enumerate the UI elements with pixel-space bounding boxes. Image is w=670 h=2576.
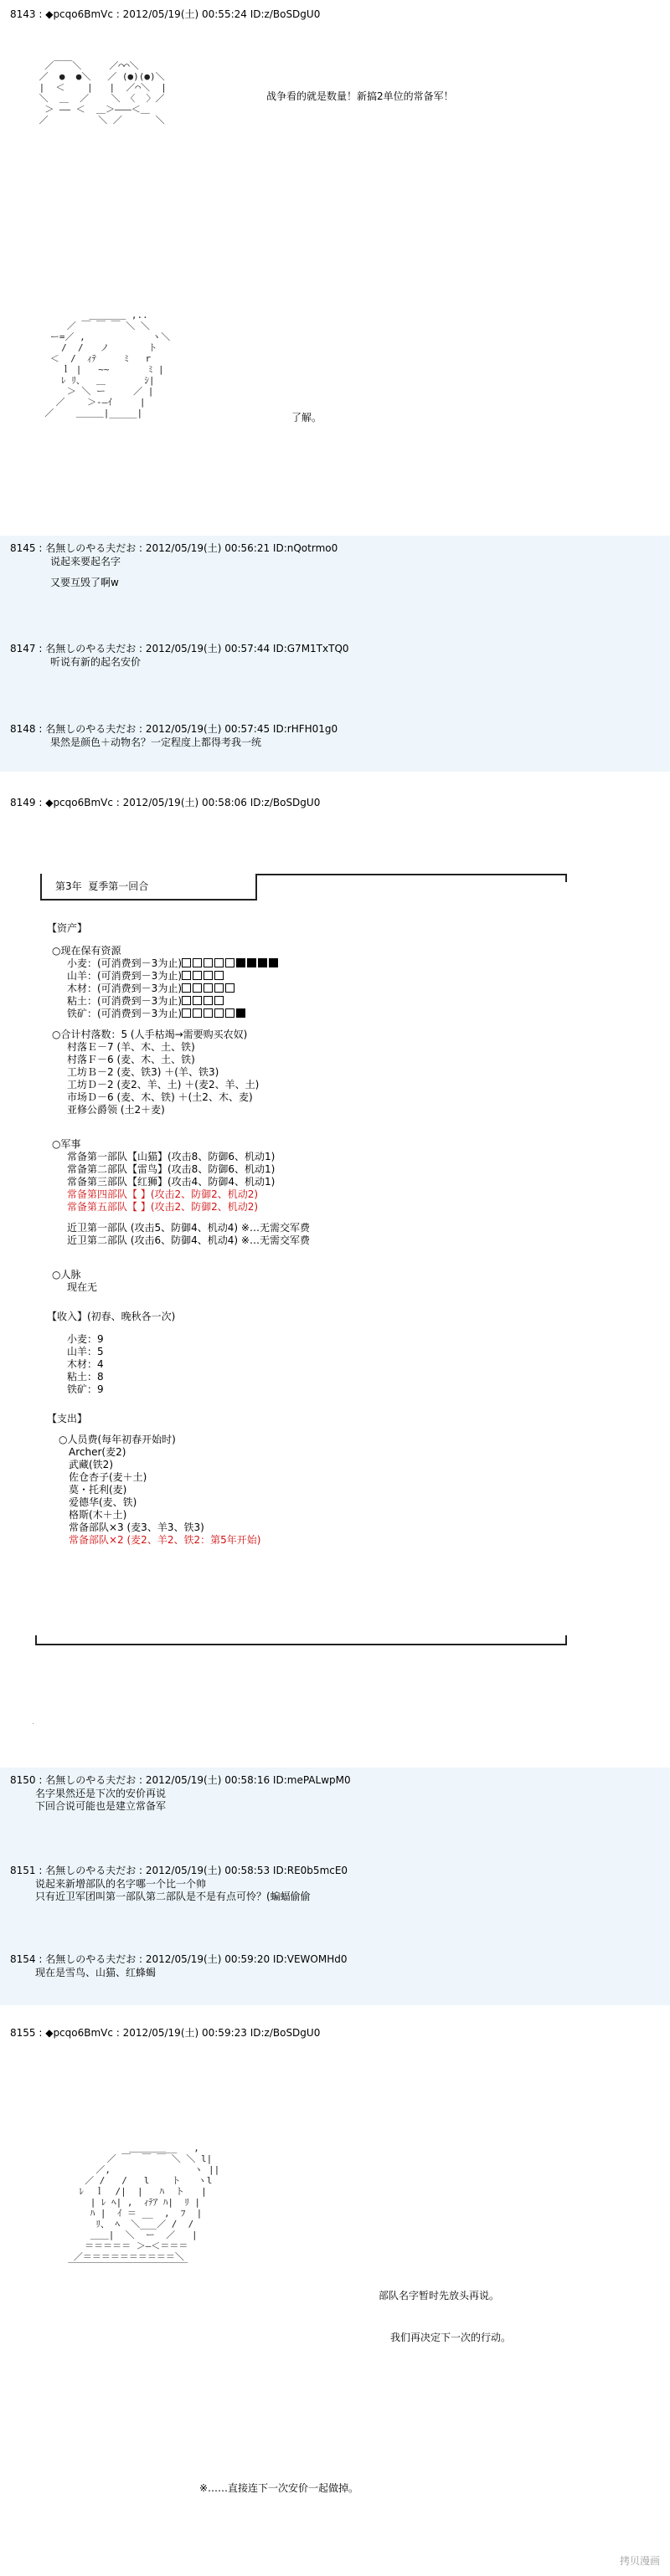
expense-item: Archer(麦2): [69, 1446, 126, 1458]
post-line: [50, 568, 670, 577]
watermark: 拷贝漫画: [619, 2555, 660, 2567]
village-item: 工坊Ｄ－2 (麦2、羊、土) ＋(麦2、羊、土): [67, 1079, 260, 1090]
resource-empty-square: [193, 983, 202, 993]
resource-label: 粘土：(可消费到－3为止): [67, 995, 182, 1007]
assets-title: 【资产】: [47, 922, 88, 934]
resource-row: [67, 1008, 566, 1020]
village-item: 村落Ｅ－7 (羊、木、土、铁): [67, 1041, 195, 1053]
resource-filled-square: [247, 958, 256, 967]
resource-list: [52, 957, 566, 1020]
resource-empty-square: [225, 983, 234, 993]
expense-item: 佐仓杏子(麦＋土): [69, 1471, 147, 1483]
personnel-title: ○人员费(每年初春开始时): [59, 1434, 176, 1445]
post-8148: [0, 713, 670, 772]
resource-empty-square: [214, 971, 224, 980]
resource-empty-square: [193, 996, 202, 1005]
village-item: 市场Ｄ－6 (麦、木、铁) ＋(土2、木、麦): [67, 1091, 253, 1103]
resource-row: [67, 957, 566, 970]
income-item: 粘土：8: [67, 1371, 104, 1383]
resource-empty-square: [204, 971, 213, 980]
income-item: 木材：4: [67, 1358, 104, 1370]
post-8151: [0, 1858, 670, 1943]
expense-item: 格斯(木＋土): [69, 1509, 127, 1521]
resource-label: 木材：(可消费到－3为止): [67, 983, 182, 994]
expense-item: 武藏(铁2): [69, 1459, 113, 1470]
resource-empty-square: [193, 958, 202, 967]
post-header: 8145 : 名無しのやる夫だお : 2012/05/19(土) 00:56:21 ID:nQotrmo0: [10, 542, 338, 554]
army-title: ○军事: [52, 1138, 81, 1150]
expense-item: 莫・托利(麦): [69, 1484, 127, 1496]
villages-title: ○合计村落数：5 (人手枯竭→需要购买农奴): [52, 1029, 248, 1040]
army-unit-new: 常备第五部队【 】(攻击2、防御2、机动2): [67, 1201, 259, 1213]
ascii-art-characters: ／￣￣＼ ／⌒⌒＼ ／ ● ●＼ ／ (●)(●)＼ | ＜ | | ／⌒＼ | ＼ ＿ ／ ＼ 〈 〉／ ＞ ―― ＜ ＿＞―――＜＿ ／ ＼ ／ ＼: [39, 60, 167, 126]
post-body: [10, 556, 670, 589]
village-item: 村落Ｆ－6 (麦、木、土、铁): [67, 1054, 195, 1065]
held-title: ○现在保有资源: [52, 945, 121, 957]
post-8147: [0, 634, 670, 713]
post-line: 下回合说可能也是建立常备军: [35, 1800, 167, 1812]
expense-title: 【支出】: [47, 1413, 88, 1424]
resource-label: 小麦：(可消费到－3为止): [67, 957, 182, 969]
status-frame-top-right: [255, 874, 567, 875]
resource-empty-square: [182, 996, 191, 1005]
spacer-dot: .: [32, 1717, 35, 1727]
post-header: 8147 : 名無しのやる夫だお : 2012/05/19(土) 00:57:44 ID:G7M1TxTQ0: [10, 643, 349, 654]
caption-8143-1: 战争看的就是数量！新搞2单位的常备军！: [266, 90, 454, 102]
income-item: 山羊：5: [67, 1346, 104, 1357]
status-frame-left-tick: [40, 874, 42, 899]
post-body: [10, 1967, 670, 1979]
resource-empty-square: [182, 971, 191, 980]
resource-empty-square: [182, 1008, 191, 1018]
post-body: [10, 1878, 670, 1903]
army-unit: 常备第一部队【山猫】(攻击8、防御6、机动1): [67, 1151, 276, 1162]
expense-item: 爱德华(麦、铁): [69, 1496, 137, 1508]
post-line: 只有近卫军团叫第一部队第二部队是不是有点可怜？(蝙蝠偷偷: [35, 1891, 311, 1902]
post-header: 8148 : 名無しのやる夫だお : 2012/05/19(土) 00:57:45 ID:rHFH01g0: [10, 723, 338, 735]
resource-label: 山羊：(可消费到－3为止): [67, 970, 182, 982]
resource-filled-square: [258, 958, 267, 967]
status-sheet: [47, 922, 566, 1547]
resource-row: [67, 970, 566, 983]
post-header: 8151 : 名無しのやる夫だお : 2012/05/19(土) 00:58:53 ID:RE0b5mcE0: [10, 1865, 348, 1876]
resource-filled-square: [236, 958, 245, 967]
income-item: 小麦：9: [67, 1333, 104, 1345]
village-item: 工坊Ｂ－2 (麦、铁3) ＋(羊、铁3): [67, 1066, 219, 1078]
status-frame-bottom-right-tick: [565, 1635, 567, 1645]
post-body: [10, 736, 670, 749]
post-line: 名字果然还是下次的安价再说: [35, 1788, 167, 1799]
post-8155: [0, 2025, 670, 2561]
village-item: 亚修公爵领 (土2＋麦): [67, 1104, 165, 1116]
resource-empty-square: [204, 996, 213, 1005]
ascii-art-officer: ＿＿＿＿__ , ／ ￣ ￣ ￣ ＼ ＼ l| ／, ヽ || ／ / / l ト ヽl ﾚ ｌ /| | ﾊ ト | | ﾚ ﾍ| , ｨﾃｱ ﾊ| ﾘ | ﾊ | ｲ ＝ __ , ﾌ | ﾘ、 ﾍ ＼___／ / / ＿＿| ＼ ー ／ | ＝＝＝＝＝ ＞―＜＝＝＝ ／＝＝＝＝＝＝＝＝＝＝＼ ￣￣￣￣￣￣￣￣￣￣￣￣￣: [68, 2142, 220, 2273]
income-item: 铁矿：9: [67, 1383, 104, 1395]
resource-empty-square: [204, 958, 213, 967]
round-title-underline: [40, 899, 256, 901]
caption-8155-3: ※……直接连下一次安价一起做掉。: [199, 2482, 359, 2494]
resource-empty-square: [204, 983, 213, 993]
resource-empty-square: [214, 958, 224, 967]
army-unit-new: 常备第四部队【 】(攻击2、防御2、机动2): [67, 1188, 259, 1200]
post-line: 听说有新的起名安价: [50, 656, 142, 668]
resource-empty-square: [182, 958, 191, 967]
post-body: [10, 1788, 670, 1813]
post-header: 8143 : ◆pcqo6BmVc : 2012/05/19(土) 00:55:24 ID:z/BoSDgU0: [10, 8, 321, 20]
resource-empty-square: [225, 1008, 234, 1018]
income-title: 【收入】(初春、晚秋各一次): [47, 1311, 176, 1322]
guard-unit: 近卫第一部队 (攻击5、防御4、机动4) ※…无需交军费: [67, 1222, 310, 1234]
caption-8143-2: 了解。: [291, 412, 322, 423]
post-line: 说起来新增部队的名字哪一个比一个帅: [35, 1878, 207, 1890]
post-8145: [0, 536, 670, 634]
people-value: 现在无: [67, 1281, 98, 1293]
resource-empty-square: [214, 996, 224, 1005]
people-title: ○人脉: [52, 1269, 81, 1280]
post-line: 又要互毁了啊w: [50, 577, 119, 588]
expense-item: 常备部队×3 (麦3、羊3、铁3): [69, 1521, 204, 1533]
resource-empty-square: [193, 971, 202, 980]
resource-empty-square: [182, 983, 191, 993]
caption-8155-1: 部队名字暂时先放头再说。: [379, 2290, 500, 2301]
post-header: 8149 : ◆pcqo6BmVc : 2012/05/19(土) 00:58:06 ID:z/BoSDgU0: [10, 797, 321, 808]
resource-empty-square: [193, 1008, 202, 1018]
guard-unit: 近卫第二部队 (攻击6、防御4、机动4) ※…无需交军费: [67, 1234, 310, 1246]
resource-empty-square: [214, 983, 224, 993]
expense-item-new: 常备部队×2 (麦2、羊2、铁2：第5年开始): [69, 1534, 261, 1546]
resource-empty-square: [204, 1008, 213, 1018]
post-line: 果然是颜色＋动物名？一定程度上都得考我一统: [50, 736, 262, 748]
resource-filled-square: [236, 1008, 245, 1018]
status-frame-mid-tick: [255, 874, 257, 901]
resource-row: [67, 995, 566, 1008]
resource-label: 铁矿：(可消费到－3为止): [67, 1008, 182, 1019]
resource-empty-square: [214, 1008, 224, 1018]
resource-empty-square: [225, 958, 234, 967]
post-header: 8155 : ◆pcqo6BmVc : 2012/05/19(土) 00:59:23 ID:z/BoSDgU0: [10, 2027, 321, 2039]
post-body: [10, 656, 670, 669]
post-8154: [0, 1943, 670, 2005]
status-frame-bottom: [35, 1644, 566, 1645]
round-title: 第3年 夏季第一回合: [55, 880, 149, 892]
post-line: 说起来要起名字: [50, 556, 121, 567]
army-unit: 常备第二部队【雷鸟】(攻击8、防御6、机动1): [67, 1163, 276, 1175]
resource-filled-square: [269, 958, 278, 967]
caption-8155-2: 我们再决定下一次的行动。: [390, 2332, 512, 2343]
post-header: 8150 : 名無しのやる夫だお : 2012/05/19(土) 00:58:16 ID:mePALwpM0: [10, 1774, 351, 1786]
status-frame-right-tick: [565, 874, 567, 882]
post-line: 现在是雪鸟、山猫、红蜂蝎: [35, 1967, 157, 1978]
resource-row: [67, 983, 566, 995]
post-8150: [0, 1768, 670, 1858]
army-unit: 常备第三部队【红狮】(攻击4、防御4、机动1): [67, 1176, 276, 1188]
ascii-art-soldier: ＿＿＿＿ ,.. ／ ￣ ￣ ￣ ＼ ＼ ー=／ , ヽ＼ / / ノ ト ＜ / ｨﾃ ﾐ r ｌ | ~~ ﾐ | ﾚ ﾘ、 ＿ ｼ| ＞ ＼ ー ／ | ／ ＞-―ｲ | ／ ＿＿＿|_____|: [44, 310, 171, 418]
post-header: 8154 : 名無しのやる夫だお : 2012/05/19(土) 00:59:20 ID:VEWOMHd0: [10, 1953, 348, 1965]
